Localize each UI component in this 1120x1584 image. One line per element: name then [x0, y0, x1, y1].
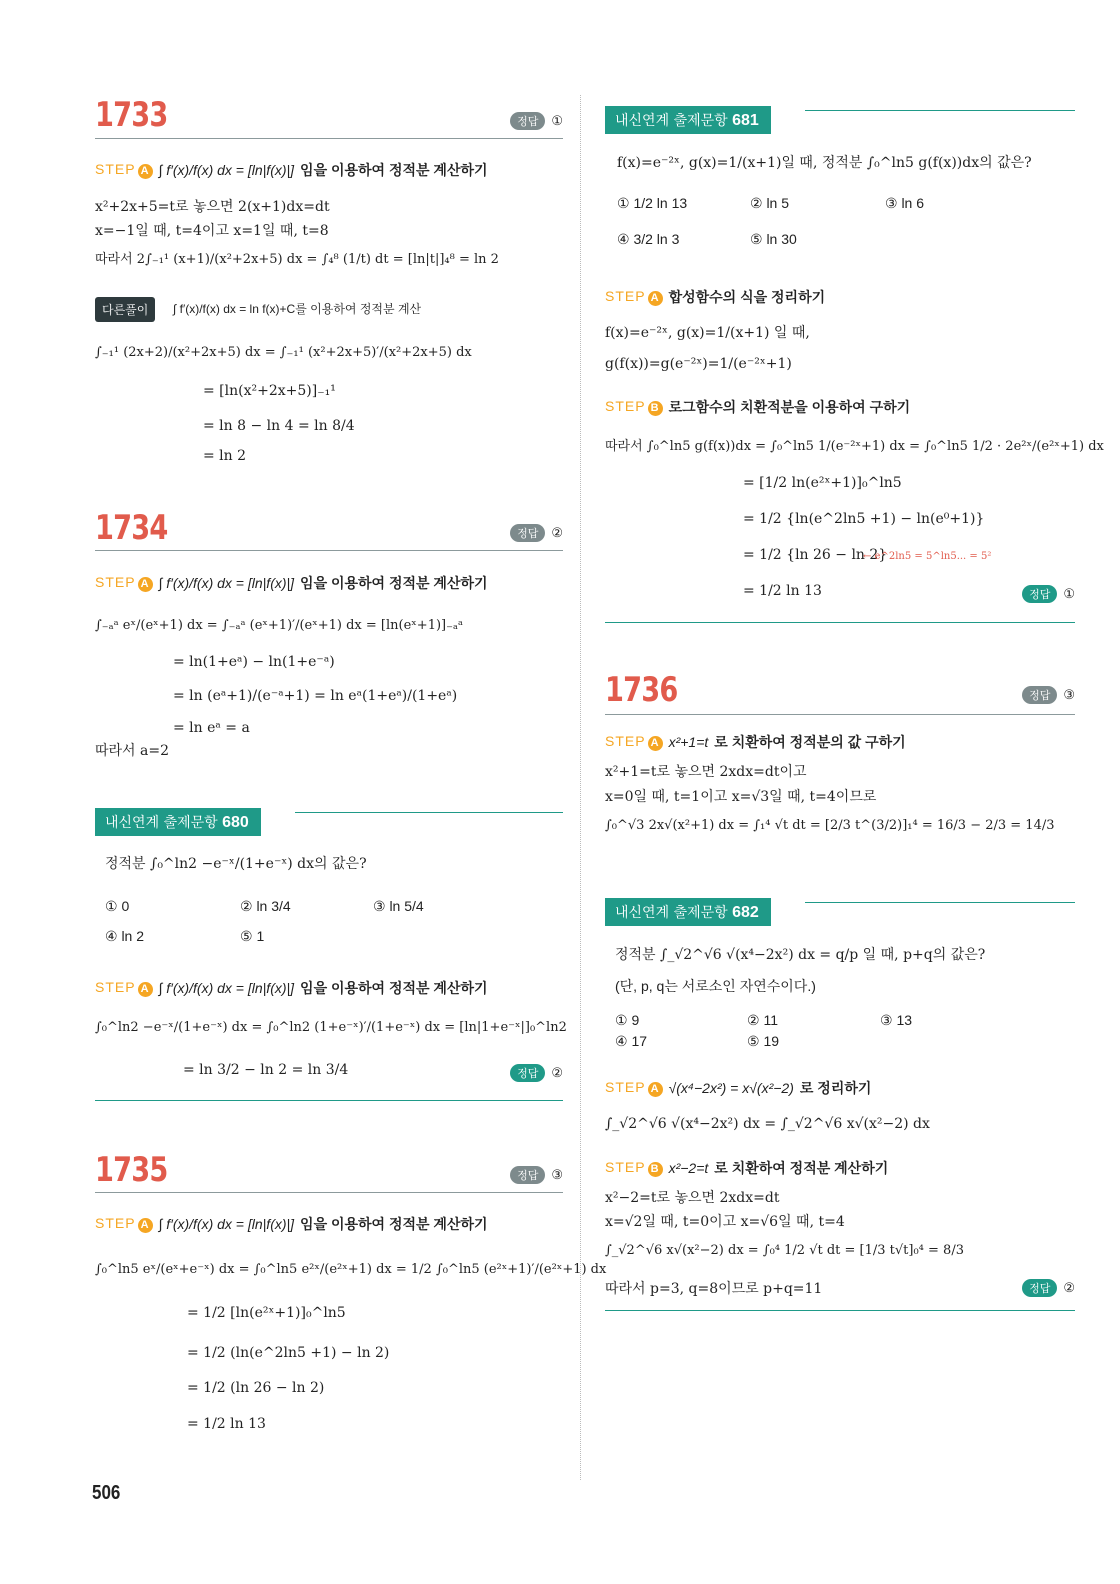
section-rule — [95, 1100, 563, 1101]
answer-value: ③ — [551, 1167, 563, 1182]
linked-problem-header — [95, 808, 261, 836]
question-text: 정적분 ∫₀^ln2 −e⁻ˣ/(1+e⁻ˣ) dx의 값은? — [105, 856, 367, 872]
linked-problem-rule — [805, 902, 1075, 903]
step-label: STEP A — [95, 1215, 153, 1233]
solution-line: = 1/2 ln 13 — [187, 1416, 266, 1432]
answer-tag: 정답 — [1022, 686, 1057, 704]
solution-line: 따라서 ∫₀^ln5 g(f(x))dx = ∫₀^ln5 1/(e⁻²ˣ+1) dx = ∫₀^ln5 1/2 · 2e²ˣ/(e²ˣ+1) dx — [605, 439, 1104, 454]
step-title: 임을 이용하여 정적분 계산하기 — [300, 575, 488, 591]
option-4: ④ 3/2 ln 3 — [617, 231, 680, 247]
solution-line: x=0일 때, t=1이고 x=√3일 때, t=4이므로 — [605, 789, 877, 805]
solution-line: ∫_√2^√6 √(x⁴−2x²) dx = ∫_√2^√6 x√(x²−2) dx — [605, 1116, 930, 1132]
option-3: ③ ln 6 — [885, 195, 925, 211]
answer-badge — [510, 112, 563, 130]
answer-value: ② — [1063, 1280, 1075, 1295]
solution-line: f(x)=e⁻²ˣ, g(x)=1/(x+1) 일 때, — [605, 325, 810, 341]
section-rule — [95, 550, 563, 551]
option-1: ① 1/2 ln 13 — [617, 195, 688, 211]
answer-badge — [510, 1166, 563, 1184]
section-rule — [95, 138, 563, 139]
step-title: 합성함수의 식을 정리하기 — [668, 289, 826, 305]
answer-value: ① — [551, 113, 563, 128]
option-5: ⑤ 19 — [747, 1033, 780, 1049]
linked-problem-rule — [295, 812, 563, 813]
option-1: ① 0 — [105, 898, 130, 914]
solution-line: = ln 2 — [203, 448, 247, 464]
linked-problem-header — [605, 106, 771, 134]
step-title: 임을 이용하여 정적분 계산하기 — [300, 980, 488, 996]
solution-line: x²−2=t로 놓으면 2xdx=dt — [605, 1190, 780, 1206]
step-a-heading — [605, 732, 906, 752]
solution-line: x²+2x+5=t로 놓으면 2(x+1)dx=dt — [95, 199, 330, 215]
option-3: ③ 13 — [880, 1012, 913, 1028]
solution-line: g(f(x))=g(e⁻²ˣ)=1/(e⁻²ˣ+1) — [605, 356, 792, 372]
answer-badge — [1022, 686, 1075, 704]
solution-line: ∫₀^ln2 −e⁻ˣ/(1+e⁻ˣ) dx = ∫₀^ln2 (1+e⁻ˣ)′/(1+e⁻ˣ) dx = [ln|1+e⁻ˣ|]₀^ln2 — [95, 1020, 567, 1035]
solution-line: = [1/2 ln(e²ˣ+1)]₀^ln5 — [743, 475, 902, 491]
solution-line: ∫₀^ln5 eˣ/(eˣ+e⁻ˣ) dx = ∫₀^ln5 e²ˣ/(e²ˣ+1) dx = 1/2 ∫₀^ln5 (e²ˣ+1)′/(e²ˣ+1) dx — [95, 1262, 607, 1277]
solution-line: = 1/2 {ln 26 − ln 2} — [743, 547, 888, 563]
step-title: 임을 이용하여 정적분 계산하기 — [300, 162, 488, 178]
answer-value: ③ — [1063, 687, 1075, 702]
question-text: 정적분 ∫_√2^√6 √(x⁴−2x²) dx = q/p 일 때, p+q의 값은? — [615, 947, 986, 963]
solution-line: 따라서 a=2 — [95, 743, 170, 759]
step-formula: x²−2=t — [668, 1160, 709, 1176]
step-formula: ∫ f′(x)/f(x) dx = [ln|f(x)|] — [158, 980, 295, 996]
answer-tag: 정답 — [510, 524, 545, 542]
solution-line: x²+1=t로 놓으면 2xdx=dt이고 — [605, 764, 807, 780]
step-label: STEP A — [605, 1079, 663, 1097]
step-label: STEP A — [605, 288, 663, 306]
problem-number: 1735 — [95, 1150, 168, 1190]
section-rule — [95, 1192, 563, 1193]
solution-line: = 1/2 {ln(e^2ln5 +1) − ln(e⁰+1)} — [743, 511, 985, 527]
solution-line: 따라서 2∫₋₁¹ (x+1)/(x²+2x+5) dx = ∫₄⁸ (1/t) dt = [ln|t|]₄⁸ = ln 2 — [95, 252, 499, 267]
question-text: f(x)=e⁻²ˣ, g(x)=1/(x+1)일 때, 정적분 ∫₀^ln5 g(f(x))dx의 값은? — [617, 155, 1032, 171]
linked-problem-label: 내신연계 출제문항 681 — [605, 106, 771, 134]
solution-line: x=−1일 때, t=4이고 x=1일 때, t=8 — [95, 223, 329, 239]
option-4: ④ 17 — [615, 1033, 648, 1049]
section-rule — [605, 714, 1075, 715]
solution-line: = ln 3/2 − ln 2 = ln 3/4 — [183, 1062, 349, 1078]
annotation-note: ← e^2ln5 = 5^ln5... = 5² — [863, 551, 992, 562]
solution-line: = 1/2 (ln 26 − ln 2) — [187, 1380, 325, 1396]
solution-line: ∫_√2^√6 x√(x²−2) dx = ∫₀⁴ 1/2 √t dt = [1/3 t√t]₀⁴ = 8/3 — [605, 1243, 964, 1258]
step-a-heading — [95, 978, 488, 998]
solution-line: = ln eᵃ = a — [173, 720, 250, 736]
problem-number: 1733 — [95, 95, 168, 135]
alternative-solution-badge: 다른풀이 — [95, 297, 155, 322]
step-title: 로그함수의 치환적분을 이용하여 구하기 — [668, 399, 911, 415]
step-label: STEP A — [95, 161, 153, 179]
answer-value: ② — [551, 525, 563, 540]
linked-problem-rule — [805, 110, 1075, 111]
option-5: ⑤ 1 — [240, 928, 265, 944]
option-3: ③ ln 5/4 — [373, 898, 424, 914]
linked-problem-label: 내신연계 출제문항 680 — [95, 808, 261, 836]
answer-badge — [1022, 1279, 1075, 1297]
option-2: ② ln 5 — [750, 195, 790, 211]
step-label: STEP B — [605, 1159, 663, 1177]
page-number: 506 — [92, 1482, 121, 1504]
step-formula: x²+1=t — [668, 734, 709, 750]
section-rule — [605, 622, 1075, 623]
answer-tag: 정답 — [1022, 585, 1057, 603]
alternative-solution-title: ∫ f′(x)/f(x) dx = ln f(x)+C를 이용하여 정적분 계산 — [173, 302, 422, 316]
answer-tag: 정답 — [510, 112, 545, 130]
step-formula: ∫ f′(x)/f(x) dx = [ln|f(x)|] — [158, 162, 295, 178]
answer-tag: 정답 — [1022, 1279, 1057, 1297]
step-label: STEP A — [605, 733, 663, 751]
option-5: ⑤ ln 30 — [750, 231, 797, 247]
step-title: 로 치환하여 정적분 계산하기 — [714, 1160, 889, 1176]
step-formula: ∫ f′(x)/f(x) dx = [ln|f(x)|] — [158, 1216, 295, 1232]
question-condition: (단, p, q는 서로소인 자연수이다.) — [615, 978, 816, 994]
solution-line: = ln(1+eᵃ) − ln(1+e⁻ᵃ) — [173, 654, 335, 670]
answer-badge — [1022, 585, 1075, 603]
solution-line: = 1/2 [ln(e²ˣ+1)]₀^ln5 — [187, 1305, 346, 1321]
linked-problem-header — [605, 898, 771, 926]
step-title: 임을 이용하여 정적분 계산하기 — [300, 1216, 488, 1232]
solution-line: = [ln(x²+2x+5)]₋₁¹ — [203, 383, 336, 399]
option-2: ② 11 — [747, 1012, 778, 1028]
step-a-heading — [605, 1078, 871, 1098]
answer-tag: 정답 — [510, 1166, 545, 1184]
answer-tag: 정답 — [510, 1064, 545, 1082]
answer-value: ② — [551, 1065, 563, 1080]
answer-value: ① — [1063, 586, 1075, 601]
step-label: STEP B — [605, 398, 663, 416]
solution-line: ∫₋ₐᵃ eˣ/(eˣ+1) dx = ∫₋ₐᵃ (eˣ+1)′/(eˣ+1) dx = [ln(eˣ+1)]₋ₐᵃ — [95, 618, 463, 633]
solution-line: = ln 8 − ln 4 = ln 8/4 — [203, 418, 355, 434]
step-title: 로 치환하여 정적분의 값 구하기 — [714, 734, 906, 750]
step-label: STEP A — [95, 574, 153, 592]
solution-line: 따라서 p=3, q=8이므로 p+q=11 — [605, 1281, 823, 1297]
step-title: 로 정리하기 — [799, 1080, 872, 1096]
step-b-heading — [605, 1158, 888, 1178]
step-a-heading — [95, 160, 488, 180]
solution-line: x=√2일 때, t=0이고 x=√6일 때, t=4 — [605, 1214, 845, 1230]
step-a-heading — [95, 1214, 488, 1234]
step-b-heading — [605, 397, 910, 417]
step-formula: √(x⁴−2x²) = x√(x²−2) — [668, 1080, 794, 1096]
solution-line: = 1/2 (ln(e^2ln5 +1) − ln 2) — [187, 1345, 390, 1361]
problem-number: 1736 — [605, 670, 678, 710]
option-4: ④ ln 2 — [105, 928, 145, 944]
section-rule — [605, 1310, 1075, 1311]
step-label: STEP A — [95, 979, 153, 997]
problem-number: 1734 — [95, 508, 168, 548]
option-2: ② ln 3/4 — [240, 898, 291, 914]
answer-badge — [510, 524, 563, 542]
solution-line: = ln (eᵃ+1)/(e⁻ᵃ+1) = ln eᵃ(1+eᵃ)/(1+eᵃ) — [173, 688, 458, 704]
step-formula: ∫ f′(x)/f(x) dx = [ln|f(x)|] — [158, 575, 295, 591]
solution-line: ∫₋₁¹ (2x+2)/(x²+2x+5) dx = ∫₋₁¹ (x²+2x+5)′/(x²+2x+5) dx — [95, 345, 472, 360]
solution-line: = 1/2 ln 13 — [743, 583, 822, 599]
answer-badge — [510, 1064, 563, 1082]
linked-problem-label: 내신연계 출제문항 682 — [605, 898, 771, 926]
solution-line: ∫₀^√3 2x√(x²+1) dx = ∫₁⁴ √t dt = [2/3 t^(3/2)]₁⁴ = 16/3 − 2/3 = 14/3 — [605, 818, 1055, 833]
step-a-heading — [605, 287, 825, 307]
step-a-heading — [95, 573, 488, 593]
option-1: ① 9 — [615, 1012, 640, 1028]
